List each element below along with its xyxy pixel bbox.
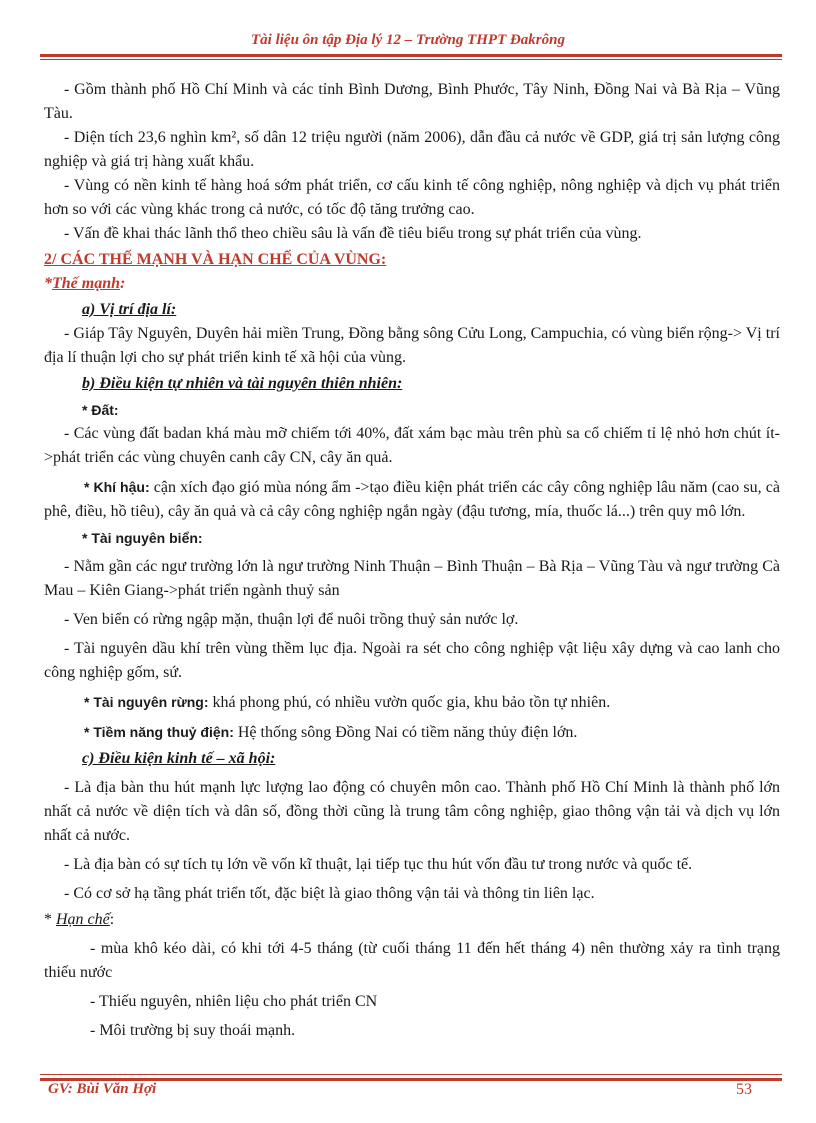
strengths-heading: *Thế mạnh: [44,275,126,292]
sea-text: - Tài nguyên dầu khí trên vùng thềm lục địa. Ngoài ra sét cho công nghiệp vật liệu xây dựng và cao lanh cho công nghiệp gốm, sứ. [44,640,780,681]
limits-label: Hạn chế [56,911,110,928]
footer-rule-thin [40,1074,782,1075]
limits-heading: * Hạn chế: [44,911,115,928]
forest-label: * Tài nguyên rừng: [84,694,209,710]
footer-author: GV: Bùi Văn Hợi [48,1081,157,1097]
intro-paragraph: - Vùng có nền kinh tế hàng hoá sớm phát triển, cơ cấu kinh tế công nghiệp, nông nghiệp và dịch vụ phát triển hơn so với các vùng khác trong cả nước, có tốc độ tăng trưởng cao. [44,177,780,218]
header-rule-thin [40,59,782,60]
sea-text: - Nằm gần các ngư trường lớn là ngư trường Ninh Thuận – Bình Thuận – Bà Rịa – Vũng Tàu và ngư trường Cà Mau – Kiên Giang->phát triển ngành thuỷ sản [44,558,780,599]
climate-paragraph [44,475,780,524]
sea-text: - Ven biển có rừng ngập mặn, thuận lợi để nuôi trồng thuỷ sản nước lợ. [64,611,519,628]
soil-text: - Các vùng đất badan khá màu mỡ chiếm tới 40%, đất xám bạc màu trên phù sa cổ chiếm tỉ lệ nhỏ hơn chút ít->phát triển các vùng chuyên canh cây CN, cây ăn quả. [44,425,780,466]
limit-item: - Thiếu nguyên, nhiên liệu cho phát triển CN [90,993,378,1010]
forest-paragraph [44,690,780,715]
socio-text: - Là địa bàn thu hút mạnh lực lượng lao động có chuyên môn cao. Thành phố Hồ Chí Minh là thành phố lớn nhất cả nước về diện tích và dân số, đồng thời cũng là trung tâm công nghiệp, giao thông vận tải và dịch vụ lớn nhất cả nước. [44,779,780,844]
strengths-label: Thế mạnh [52,275,121,292]
limit-item: - Môi trường bị suy thoái mạnh. [90,1022,296,1039]
forest-text: khá phong phú, có nhiều vườn quốc gia, khu bảo tồn tự nhiên. [208,694,611,711]
header-title: Tài liệu ôn tập Địa lý 12 – Trường THPT Đakrông [251,32,565,48]
intro-paragraph: - Diện tích 23,6 nghìn km², số dân 12 triệu người (năm 2006), dẫn đầu cả nước về GDP, giá trị sản lượng công nghiệp và giá trị hàng xuất khẩu. [44,129,780,170]
climate-text: cận xích đạo gió mùa nóng ẩm ->tạo điều kiện phát triển các cây công nghiệp lâu năm (cao su, cà phê, điều, hồ tiêu), cây ăn quả và cả cây công nghiệp ngắn ngày (đậu tương, mía, thuốc lá...) trên quy mô lớn. [44,479,780,520]
socio-text: - Có cơ sở hạ tầng phát triển tốt, đặc biệt là giao thông vận tải và thông tin liên lạc. [64,885,595,902]
sea-label: * Tài nguyên biển: [82,530,203,546]
socio-heading: c) Điều kiện kinh tế – xã hội: [82,750,276,767]
hydro-label: * Tiềm năng thuỷ điện: [84,724,234,740]
intro-paragraph: - Gồm thành phố Hồ Chí Minh và các tỉnh Bình Dương, Bình Phước, Tây Ninh, Đồng Nai và Bà Rịa – Vũng Tàu. [44,81,780,122]
location-heading: a) Vị trí địa lí: [82,301,177,318]
section-title: CÁC THẾ MẠNH VÀ HẠN CHẾ CỦA VÙNG: [60,251,387,268]
page-content [44,78,780,1043]
header-rule-thick [40,54,782,57]
page-number: 53 [736,1081,752,1098]
soil-label: * Đất: [82,402,119,418]
location-text: - Giáp Tây Nguyên, Duyên hải miền Trung, Đồng bằng sông Cửu Long, Campuchia, có vùng biển rộng-> Vị trí địa lí thuận lợi cho sự phát triển kinh tế xã hội của vùng. [44,325,780,366]
hydro-paragraph [44,720,780,745]
section-heading [44,248,780,272]
limit-item: - mùa khô kéo dài, có khi tới 4-5 tháng (từ cuối tháng 11 đến hết tháng 4) nên thường xảy ra tình trạng thiếu nước [44,940,780,981]
hydro-text: Hệ thống sông Đồng Nai có tiềm năng thủy điện lớn. [233,724,578,741]
natural-heading: b) Điều kiện tự nhiên và tài nguyên thiên nhiên: [82,375,403,392]
intro-paragraph: - Vấn đề khai thác lãnh thổ theo chiều sâu là vấn đề tiêu biểu trong sự phát triển của vùng. [64,225,642,242]
socio-text: - Là địa bàn có sự tích tụ lớn về vốn kĩ thuật, lại tiếp tục thu hút vốn đầu tư trong nước và quốc tế. [64,856,693,873]
climate-label: * Khí hậu: [84,479,150,495]
section-number: 2/ [44,251,57,268]
